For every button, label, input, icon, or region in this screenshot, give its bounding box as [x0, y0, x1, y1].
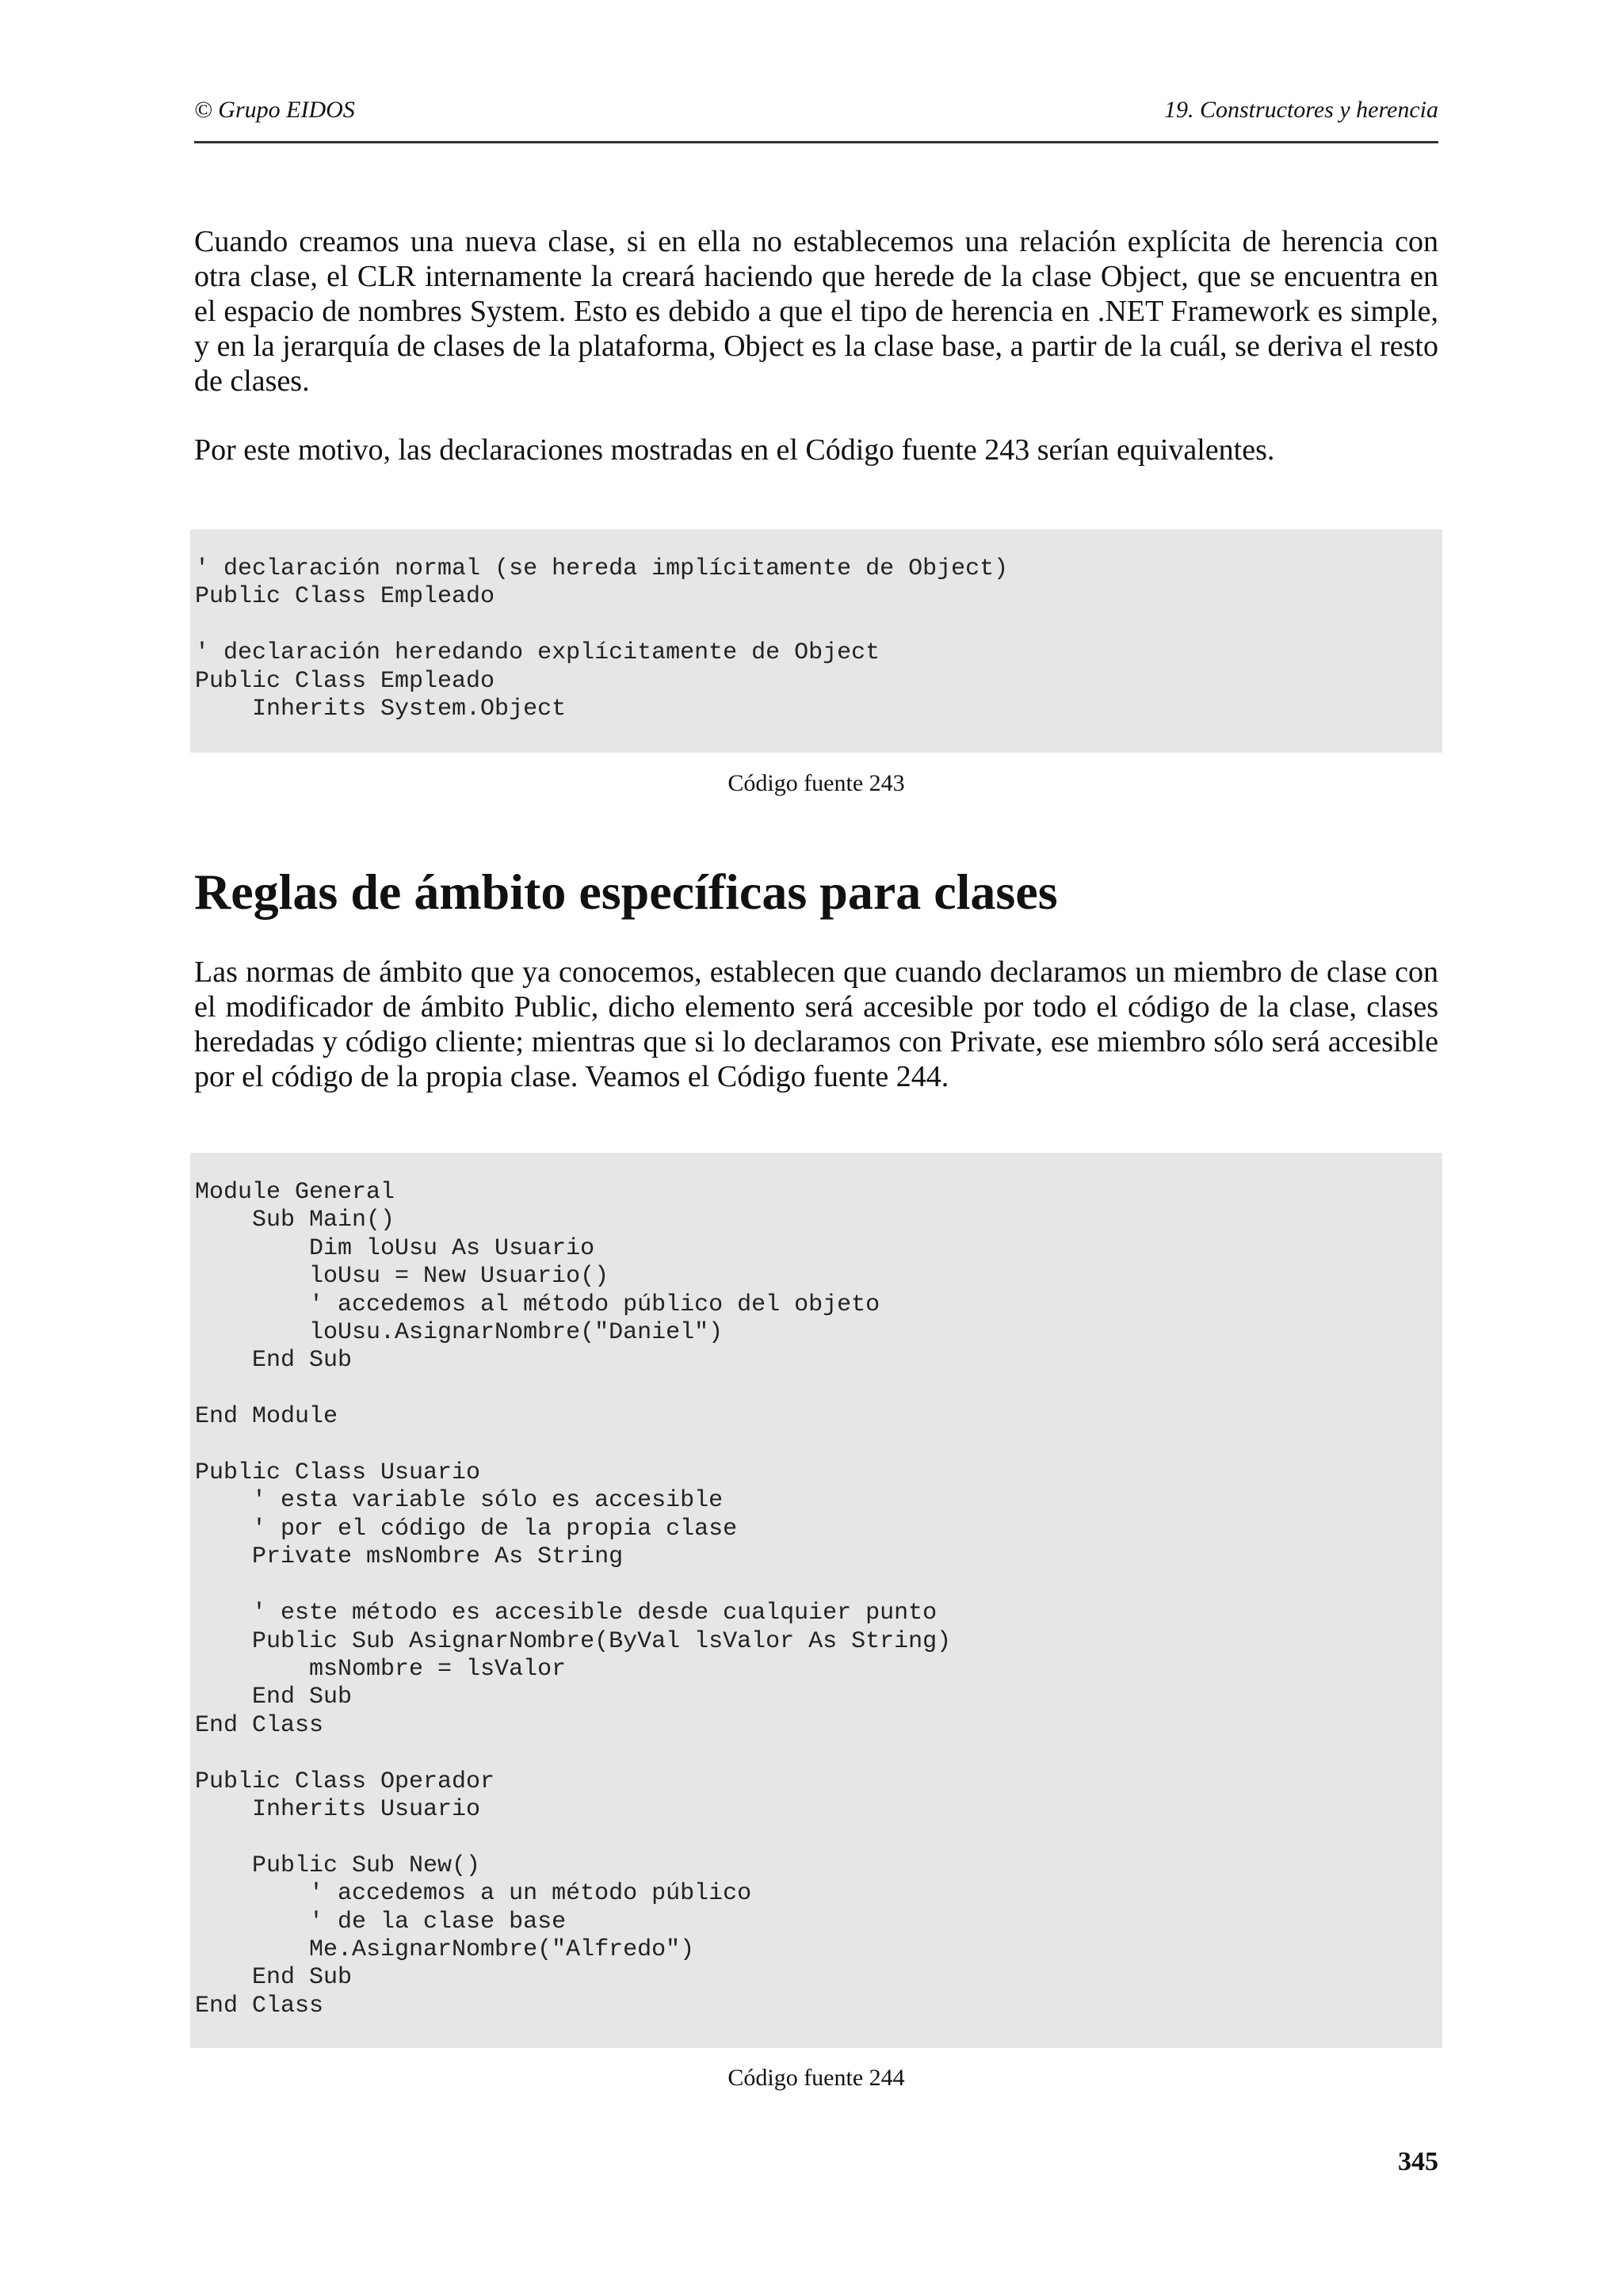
code-caption-243: Código fuente 243 — [727, 770, 905, 796]
intro-paragraph: Cuando creamos una nueva clase, si en ella no establecemos una relación explícita de herencia con otra clase, el CLR internamente la creará haciendo que herede de la clase Object, que se encuentra en el espacio de nombres System. Esto es debido a que el tipo de herencia en .NET Framework es simple, y en la jerarquía de clases de la plataforma, Object es la clase base, a partir de la cuál, se deriva el resto de clases. — [194, 225, 1438, 398]
section-heading: Reglas de ámbito específicas para clases — [194, 864, 1058, 920]
code-caption-244: Código fuente 244 — [727, 2065, 905, 2091]
scope-paragraph: Las normas de ámbito que ya conocemos, establecen que cuando declaramos un miembro de clase con el modificador de ámbito Public, dicho elemento será accesible por todo el código de la clase, clases heredadas y código cliente; mientras que si lo declaramos con Private, ese miembro sólo será accesible por el código de la propia clase. Veamos el Código fuente 244. — [194, 955, 1438, 1093]
header-chapter-title: 19. Constructores y herencia — [1163, 97, 1438, 123]
page-number: 345 — [1398, 2147, 1438, 2176]
header-publisher: © Grupo EIDOS — [194, 97, 355, 123]
code-block-244: Module General Sub Main() Dim loUsu As Usuario loUsu = New Usuario() ' accedemos al método público del objeto loUsu.AsignarNombre("Daniel") End Sub End Module Public Class Usuario ' esta variable sólo es accesible ' por el código de la propia clase Private msNombre As String ' este método es accesible desde cualquier punto Public Sub AsignarNombre(ByVal lsValor As String) msNombre = lsValor End Sub End Class Public Class Operador Inherits Usuario Public Sub New() ' accedemos a un método público ' de la clase base Me.AsignarNombre("Alfredo") End Sub End Class — [190, 1153, 1442, 2048]
code-block-243: ' declaración normal (se hereda implícitamente de Object) Public Class Empleado ' declaración heredando explícitamente de Object Public Class Empleado Inherits System.Object — [190, 529, 1442, 753]
equivalence-paragraph: Por este motivo, las declaraciones mostradas en el Código fuente 243 serían equivalentes. — [194, 433, 1275, 467]
page-header — [194, 93, 1438, 143]
